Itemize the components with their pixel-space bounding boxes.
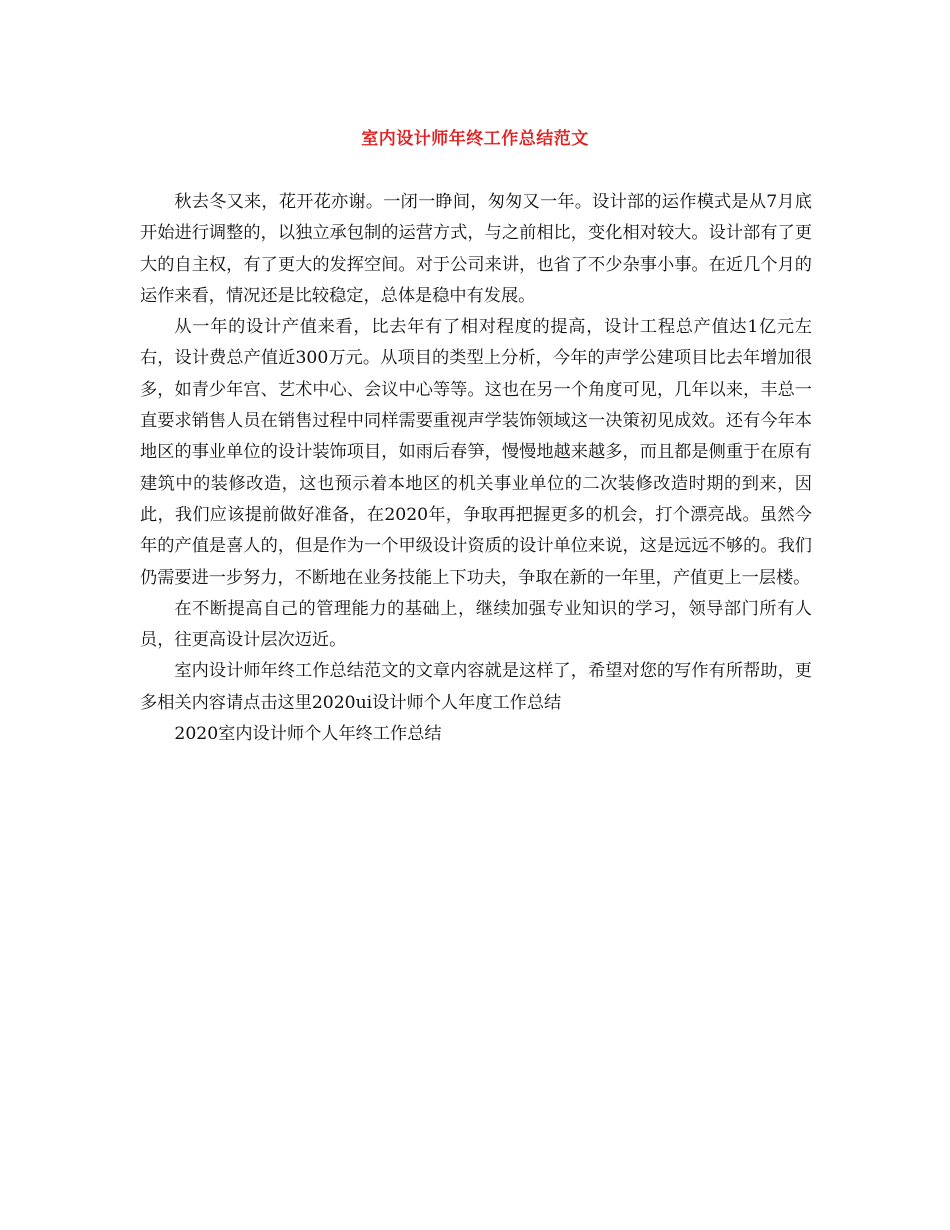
paragraph-closing: 室内设计师年终工作总结范文的文章内容就是这样了，希望对您的写作有所帮助，更多相关内容请点击这里2020ui设计师个人年度工作总结 (140, 661, 812, 713)
document-title: 室内设计师年终工作总结范文 (361, 129, 589, 149)
related-link-text: 2020室内设计师个人年终工作总结 (174, 724, 442, 745)
document-body (140, 187, 812, 750)
paragraph-intro: 秋去冬又来，花开花亦谢。一闭一睁间，匆匆又一年。设计部的运作模式是从7月底开始进行调整的，以独立承包制的运营方式，与之前相比，变化相对较大。设计部有了更大的自主权，有了更大的发挥空间。对于公司来讲，也省了不少杂事小事。在近几个月的运作来看，情况还是比较稳定，总体是稳中有发展。 (140, 192, 812, 306)
paragraph-output-value: 从一年的设计产值来看，比去年有了相对程度的提高，设计工程总产值达1亿元左右，设计费总产值近300万元。从项目的类型上分析，今年的声学公建项目比去年增加很多，如青少年宫、艺术中心、会议中心等等。这也在另一个角度可见，几年以来，丰总一直要求销售人员在销售过程中同样需要重视声学装饰领域这一决策初见成效。还有今年本地区的事业单位的设计装饰项目，如雨后春笋，慢慢地越来越多，而且都是侧重于在原有建筑中的装修改造，这也预示着本地区的机关事业单位的二次装修改造时期的到来，因此，我们应该提前做好准备，在2020年，争取再把握更多的机会，打个漂亮战。虽然今年的产值是喜人的，但是作为一个甲级设计资质的设计单位来说，这是远远不够的。我们仍需要进一步努力，不断地在业务技能上下功夫，争取在新的一年里，产值更上一层楼。 (140, 317, 812, 588)
paragraph-management: 在不断提高自己的管理能力的基础上，继续加强专业知识的学习，领导部门所有人员，往更高设计层次迈近。 (140, 598, 812, 651)
